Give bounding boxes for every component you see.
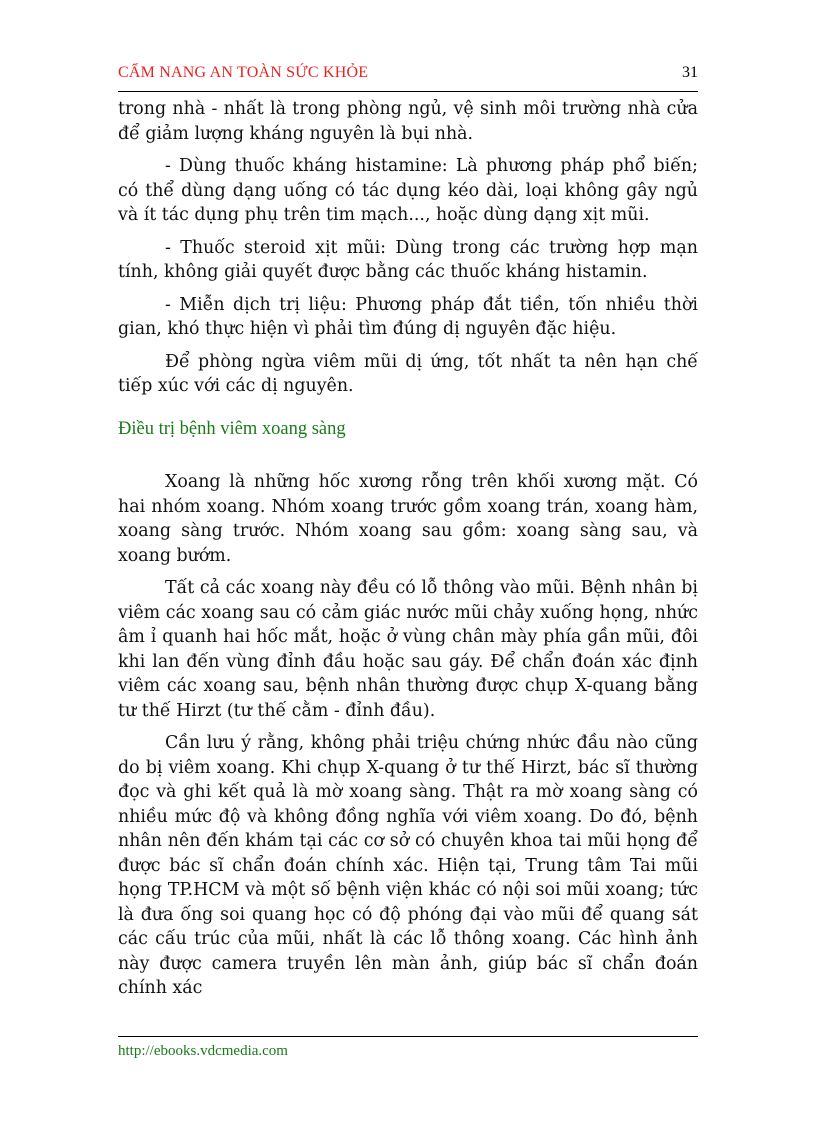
page-number: 31 bbox=[682, 64, 698, 81]
paragraph: Tất cả các xoang này đều có lỗ thông vào mũi. Bệnh nhân bị viêm các xoang sau có cảm giác nước mũi chảy xuống họng, nhức âm ỉ quanh hai hốc mắt, hoặc ở vùng chân mày phía gần mũi, đôi khi lan đến vùng đỉnh đầu hoặc sau gáy. Để chẩn đoán xác định viêm các xoang sau, bệnh nhân thường được chụp X-quang bằng tư thế Hirzt (tư thế cằm - đỉnh đầu). bbox=[118, 578, 698, 721]
paragraph: Xoang là những hốc xương rỗng trên khối xương mặt. Có hai nhóm xoang. Nhóm xoang trước gồm xoang trán, xoang hàm, xoang sàng trước. Nhóm xoang sau gồm: xoang sàng sau, và xoang bướm. bbox=[118, 472, 698, 566]
paragraph: - Thuốc steroid xịt mũi: Dùng trong các trường hợp mạn tính, không giải quyết được bằng các thuốc kháng histamin. bbox=[118, 237, 698, 282]
footer-rule bbox=[118, 1036, 698, 1037]
page-body bbox=[118, 97, 698, 1009]
section-heading: Điều trị bệnh viêm xoang sàng bbox=[118, 418, 346, 439]
header-rule bbox=[118, 91, 698, 92]
paragraph: Cần lưu ý rằng, không phải triệu chứng nhức đầu nào cũng do bị viêm xoang. Khi chụp X-quang ở tư thế Hirzt, bác sĩ thường đọc và ghi kết quả là mờ xoang sàng. Thật ra mờ xoang sàng có nhiều mức độ và không đồng nghĩa với viêm xoang. Do đó, bệnh nhân nên đến khám tại các cơ sở có chuyên khoa tai mũi họng để được bác sĩ chẩn đoán chính xác. Hiện tại, Trung tâm Tai mũi họng TP.HCM và một số bệnh viện khác có nội soi mũi xoang; tức là đưa ống soi quang học có độ phóng đại vào mũi để quang sát các cấu trúc của mũi, nhất là các lỗ thông xoang. Các hình ảnh này được camera truyền lên màn ảnh, giúp bác sĩ chẩn đoán chính xác bbox=[118, 733, 698, 998]
paragraph: - Miễn dịch trị liệu: Phương pháp đắt tiền, tốn nhiều thời gian, khó thực hiện vì phải tìm đúng dị nguyên đặc hiệu. bbox=[118, 294, 698, 339]
paragraph: trong nhà - nhất là trong phòng ngủ, vệ sinh môi trường nhà cửa để giảm lượng kháng nguyên là bụi nhà. bbox=[118, 99, 698, 144]
footer-url[interactable]: http://ebooks.vdcmedia.com bbox=[118, 1043, 288, 1059]
paragraph: Để phòng ngừa viêm mũi dị ứng, tốt nhất ta nên hạn chế tiếp xúc với các dị nguyên. bbox=[118, 351, 698, 396]
paragraph: - Dùng thuốc kháng histamine: Là phương pháp phổ biến; có thể dùng dạng uống có tác dụng kéo dài, loại không gây ngủ và ít tác dụng phụ trên tim mạch..., hoặc dùng dạng xịt mũi. bbox=[118, 156, 698, 225]
running-header bbox=[118, 64, 698, 86]
book-title: CẨM NANG AN TOÀN SỨC KHỎE bbox=[118, 64, 369, 81]
